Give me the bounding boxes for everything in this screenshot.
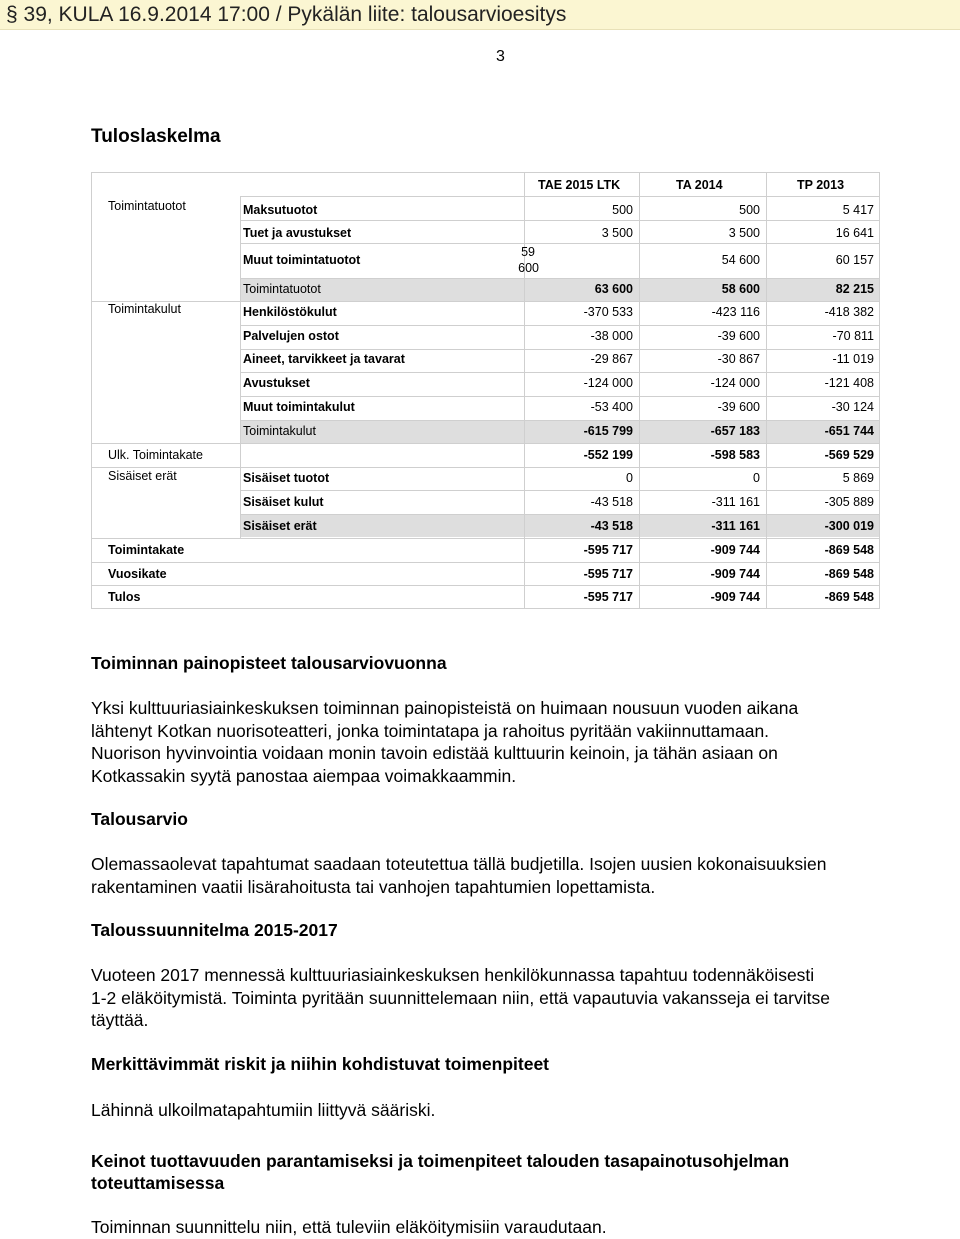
- body-line: Lähinnä ulkoilmatapahtumiin liittyvä sääriski.: [91, 1100, 436, 1120]
- row-value: 58 600: [721, 282, 760, 296]
- row-label: Sisäiset erät: [243, 519, 317, 533]
- row-value: -305 889: [824, 495, 874, 509]
- section-heading: Toiminnan painopisteet talousarviovuonna: [91, 653, 447, 673]
- row-label: Palvelujen ostot: [243, 329, 339, 343]
- row-value: 500: [612, 203, 633, 217]
- row-value: 54 600: [721, 253, 760, 267]
- row-value: -300 019: [824, 519, 874, 533]
- document-header-text: § 39, KULA 16.9.2014 17:00 / Pykälän liite: talousarvioesitys: [6, 3, 567, 26]
- body-line: täyttää.: [91, 1010, 149, 1030]
- table-frame: [91, 172, 880, 609]
- row-label: Sisäiset tuotot: [243, 471, 330, 485]
- row-value: -423 116: [711, 305, 760, 319]
- row-value: 60 157: [835, 253, 874, 267]
- column-header: TA 2014: [676, 178, 723, 192]
- row-label: Toimintatuotot: [243, 282, 321, 296]
- body-line: Olemassaolevat tapahtumat saadaan toteutettua tällä budjetilla. Isojen uusien kokonaisuuksien: [91, 854, 827, 874]
- body-line: Vuoteen 2017 mennessä kulttuuriasiainkeskuksen henkilökunnassa tapahtuu todennäköisesti: [91, 965, 815, 985]
- body-line: 1-2 eläköitymistä. Toiminta pyritään suunnittelemaan niin, että vapautuvia vakansseja ei tarvitse: [91, 987, 830, 1008]
- row-divider: [91, 443, 879, 444]
- row-value: -29 867: [590, 352, 633, 366]
- row-value: -121 408: [824, 376, 874, 390]
- page-title: Tuloslaskelma: [91, 126, 221, 147]
- row-value: -39 600: [717, 329, 760, 343]
- row-value: 82 215: [835, 282, 874, 296]
- row-label: Aineet, tarvikkeet ja tavarat: [243, 352, 405, 366]
- row-value: -909 744: [710, 590, 760, 604]
- row-label: Toimintakulut: [243, 424, 316, 438]
- row-value: -11 019: [832, 352, 874, 366]
- income-statement-table: [91, 172, 880, 609]
- row-label: Sisäiset kulut: [243, 495, 324, 509]
- row-divider: [240, 196, 879, 197]
- section-body: [91, 1216, 891, 1239]
- row-divider: [91, 467, 879, 468]
- body-line: Yksi kulttuuriasiainkeskuksen toiminnan painopisteistä on huimaan nousuun vuoden aikana: [91, 698, 799, 718]
- col-divider: [639, 172, 640, 609]
- row-value: -30 867: [717, 352, 760, 366]
- row-divider: [240, 243, 879, 244]
- row-label: Tuet ja avustukset: [243, 226, 352, 240]
- row-value-wrapped-bottom: 600: [518, 261, 539, 275]
- row-value: -869 548: [824, 543, 874, 557]
- row-divider: [240, 220, 879, 221]
- row-value: 5 869: [842, 471, 874, 485]
- row-divider: [240, 349, 879, 350]
- group-label: Ulk. Toimintakate: [108, 448, 203, 462]
- section-body: [91, 697, 891, 787]
- row-value: -53 400: [590, 400, 633, 414]
- column-header: TP 2013: [797, 178, 845, 192]
- row-divider: [91, 538, 879, 539]
- row-divider: [240, 396, 879, 397]
- row-value: -657 183: [710, 424, 760, 438]
- group-label: Tulos: [108, 590, 141, 604]
- body-line: Toiminnan suunnittelu niin, että tuleviin eläköitymisiin varaudutaan.: [91, 1217, 607, 1237]
- row-value: -651 744: [824, 424, 874, 438]
- col-divider: [524, 172, 525, 609]
- row-label: Muut toimintatuotot: [243, 253, 361, 267]
- group-label: Sisäiset erät: [108, 469, 177, 483]
- row-value: -552 199: [583, 448, 633, 462]
- row-value: -370 533: [583, 305, 633, 319]
- row-value: -909 744: [710, 543, 760, 557]
- row-value: -869 548: [824, 567, 874, 581]
- row-label: Avustukset: [243, 376, 310, 390]
- section-body: [91, 853, 891, 898]
- row-value: -869 548: [824, 590, 874, 604]
- row-value: -70 811: [832, 329, 874, 343]
- row-value: -43 518: [590, 519, 633, 533]
- row-value: -38 000: [590, 329, 633, 343]
- group-label: Toimintatuotot: [108, 199, 186, 213]
- row-divider: [91, 585, 879, 586]
- row-value: -615 799: [583, 424, 633, 438]
- col-divider: [766, 172, 767, 609]
- row-value: 63 600: [594, 282, 633, 296]
- body-line: Kotkassakin syytä panostaa aiempaa voimakkaammin.: [91, 765, 517, 786]
- document-header-bar: [0, 0, 960, 30]
- row-divider: [240, 278, 879, 279]
- row-value: 0: [626, 471, 633, 485]
- row-value: -30 124: [831, 400, 874, 414]
- row-divider: [91, 301, 879, 302]
- group-label: Toimintakate: [108, 543, 185, 557]
- row-value: 500: [739, 203, 760, 217]
- row-value-wrapped-top: 59: [521, 245, 535, 259]
- row-value: -39 600: [717, 400, 760, 414]
- section-body: [91, 964, 891, 1032]
- row-label: Henkilöstökulut: [243, 305, 337, 319]
- body-line: lähtenyt Kotkan nuorisoteatteri, jonka toimintatapa ja rahoitus pyritään vakiinnuttamaan.: [91, 720, 770, 741]
- row-divider: [240, 372, 879, 373]
- section-heading: Merkittävimmät riskit ja niihin kohdistuvat toimenpiteet: [91, 1054, 550, 1074]
- row-label: Maksutuotot: [243, 203, 318, 217]
- group-divider: [240, 196, 241, 538]
- row-divider: [240, 490, 879, 491]
- row-value: -598 583: [710, 448, 760, 462]
- group-label: Toimintakulut: [108, 302, 181, 316]
- row-value: 5 417: [842, 203, 874, 217]
- row-label: Muut toimintakulut: [243, 400, 355, 414]
- row-divider: [240, 514, 879, 515]
- column-header: TAE 2015 LTK: [538, 178, 621, 192]
- row-value: -595 717: [583, 590, 633, 604]
- section-heading: Keinot tuottavuuden parantamiseksi ja toimenpiteet talouden tasapainotusohjelman: [91, 1151, 790, 1171]
- body-line: Nuorison hyvinvointia voidaan monin tavoin edistää kulttuurin keinoin, ja tähän asiaan on: [91, 743, 778, 763]
- section-heading: toteuttamisessa: [91, 1173, 225, 1193]
- row-value: 0: [753, 471, 760, 485]
- row-value: -124 000: [583, 376, 633, 390]
- row-value: -909 744: [710, 567, 760, 581]
- row-value: 3 500: [601, 226, 633, 240]
- row-value: -311 161: [711, 495, 760, 509]
- section-heading: Taloussuunnitelma 2015-2017: [91, 920, 338, 940]
- section-body: [91, 1099, 891, 1122]
- page-number: 3: [496, 48, 505, 65]
- row-value: -595 717: [583, 543, 633, 557]
- row-value: -595 717: [583, 567, 633, 581]
- row-value: -43 518: [590, 495, 633, 509]
- section-heading: Talousarvio: [91, 809, 188, 829]
- row-value: -311 161: [711, 519, 760, 533]
- row-value: -418 382: [824, 305, 874, 319]
- row-value: 3 500: [728, 226, 760, 240]
- row-value: -569 529: [824, 448, 874, 462]
- group-label: Vuosikate: [108, 567, 167, 581]
- row-divider: [240, 420, 879, 421]
- row-value: 16 641: [835, 226, 874, 240]
- body-line: rakentaminen vaatii lisärahoitusta tai vanhojen tapahtumien lopettamista.: [91, 876, 656, 897]
- row-divider: [240, 325, 879, 326]
- row-value: -124 000: [710, 376, 760, 390]
- row-divider: [91, 562, 879, 563]
